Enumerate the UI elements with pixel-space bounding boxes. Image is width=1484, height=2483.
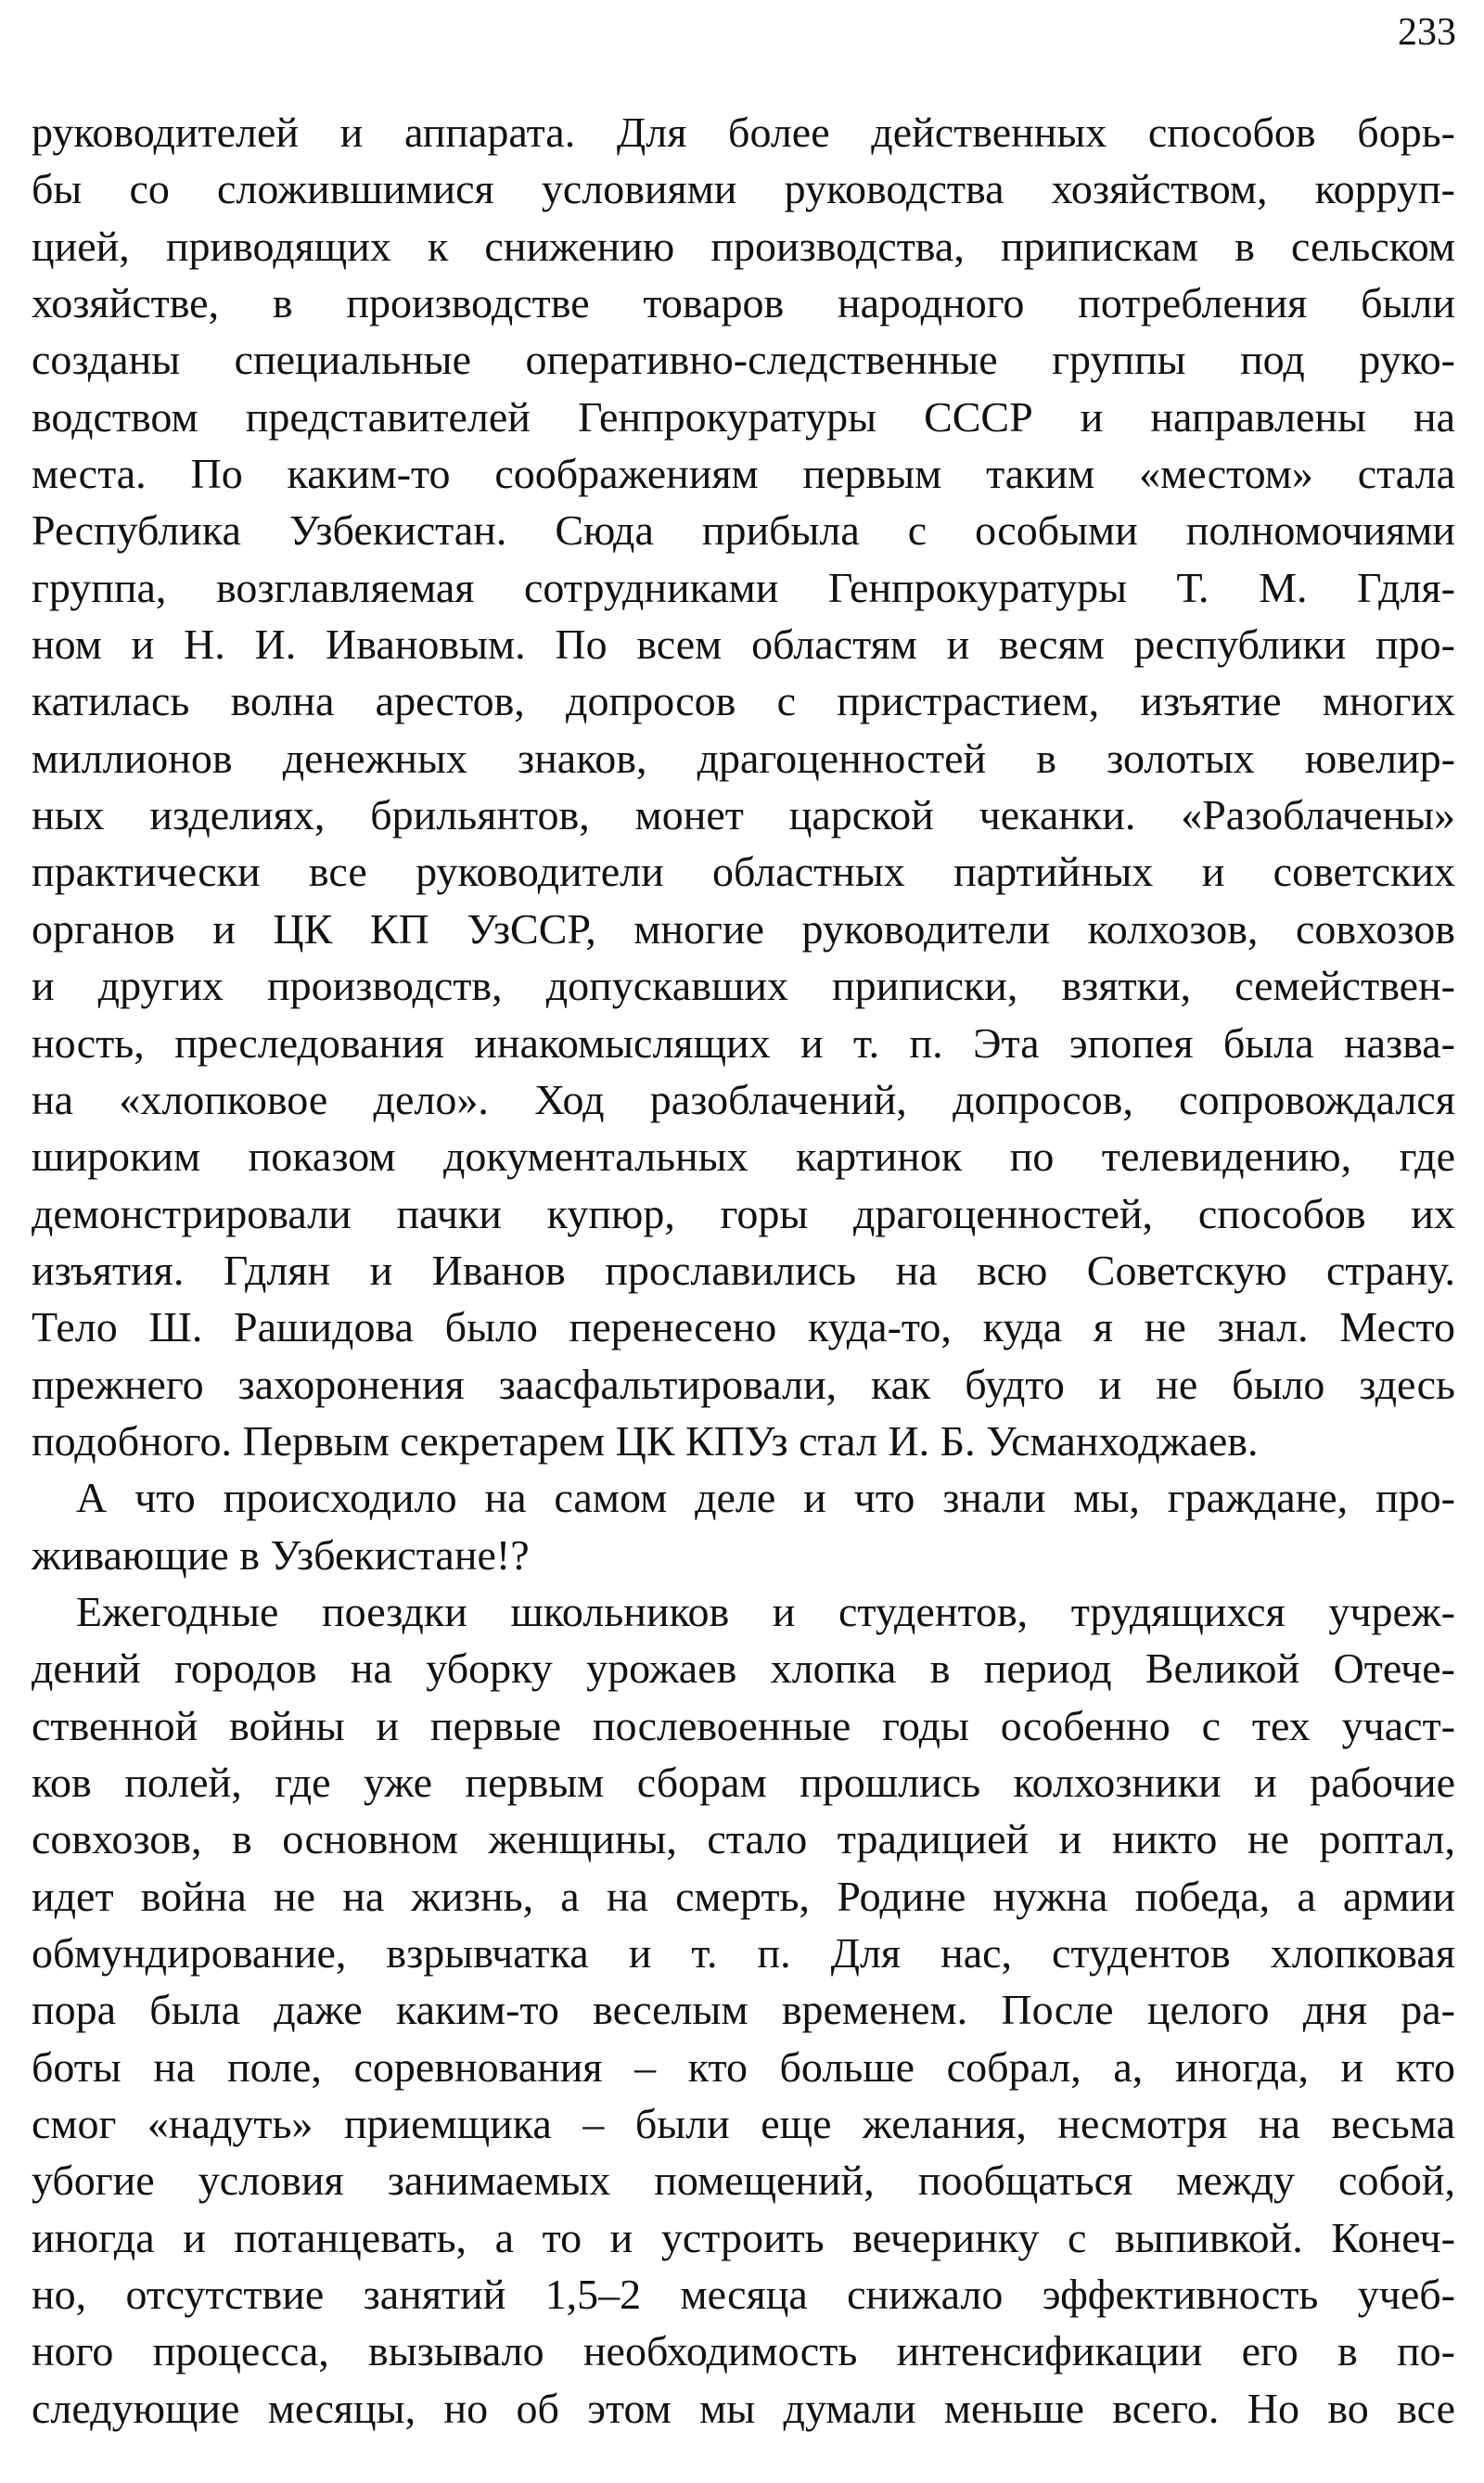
text-line: группа, возглавляемая сотрудниками Генпрокуратуры Т. М. Гдля- (32, 563, 1455, 611)
text-line: бы со сложившимися условиями руководства хозяйством, корруп- (32, 165, 1455, 213)
text-line: совхозов, в основном женщины, стало традицией и никто не роптал, (32, 1815, 1455, 1863)
text-line: живающие в Узбекистане!? (32, 1530, 530, 1579)
text-line: Ежегодные поездки школьников и студентов, трудящихся учреж- (76, 1587, 1455, 1635)
text-line: следующие месяцы, но об этом мы думали меньше всего. Но во все (32, 2384, 1455, 2432)
text-line: обмундирование, взрывчатка и т. п. Для нас, студентов хлопковая (32, 1929, 1455, 1977)
text-line: миллионов денежных знаков, драгоценностей в золотых ювелир- (32, 734, 1455, 782)
text-line: органов и ЦК КП УзССР, многие руководители колхозов, совхозов (32, 904, 1455, 953)
text-line: ков полей, где уже первым сборам прошлись колхозники и рабочие (32, 1758, 1455, 1806)
text-line: идет война не на жизнь, а на смерть, Родине нужна победа, а армии (32, 1872, 1455, 1920)
text-line: убогие условия занимаемых помещений, пообщаться между собой, (32, 2157, 1455, 2205)
text-line: прежнего захоронения заасфальтировали, как будто и не было здесь (32, 1360, 1455, 1408)
text-line: подобного. Первым секретарем ЦК КПУз стал И. Б. Усманходжаев. (32, 1416, 1259, 1465)
text-line: катилась волна арестов, допросов с пристрастием, изъятие многих (32, 677, 1455, 725)
text-line: пора была даже каким-то веселым временем. После целого дня ра- (32, 1986, 1455, 2034)
text-line: иногда и потанцевать, а то и устроить вечеринку с выпивкой. Конеч- (32, 2213, 1455, 2261)
text-line: Тело Ш. Рашидова было перенесено куда-то, куда я не знал. Место (32, 1303, 1455, 1351)
text-line: цией, приводящих к снижению производства, припискам в сельском (32, 222, 1455, 270)
text-line: хозяйстве, в производстве товаров народного потребления были (32, 279, 1455, 327)
text-line: водством представителей Генпрокуратуры СССР и направлены на (32, 392, 1455, 441)
text-line: А что происходило на самом деле и что знали мы, граждане, про- (76, 1474, 1455, 1522)
text-line: смог «надуть» приемщика – были еще желания, несмотря на весьма (32, 2100, 1455, 2148)
text-line: дений городов на уборку урожаев хлопка в период Великой Отече- (32, 1645, 1455, 1693)
text-line: руководителей и аппарата. Для более действенных способов борь- (32, 109, 1455, 156)
text-line: ного процесса, вызывало необходимость интенсификации его в по- (32, 2327, 1455, 2375)
text-line: но, отсутствие занятий 1,5–2 месяца снижало эффективность учеб- (32, 2271, 1455, 2319)
text-line: на «хлопковое дело». Ход разоблачений, допросов, сопровождался (32, 1075, 1455, 1123)
text-line: изъятия. Гдлян и Иванов прославились на всю Советскую страну. (32, 1246, 1455, 1294)
text-line: места. По каким-то соображениям первым таким «местом» стала (32, 450, 1455, 498)
text-line: демонстрировали пачки купюр, горы драгоценностей, способов их (32, 1189, 1455, 1237)
text-line: широким показом документальных картинок по телевидению, где (32, 1133, 1455, 1181)
text-line: созданы специальные оперативно-следственные группы под руко- (32, 336, 1455, 384)
text-line: Республика Узбекистан. Сюда прибыла с особыми полномочиями (32, 506, 1455, 555)
text-line: ном и Н. И. Ивановым. По всем областям и весям республики про- (32, 621, 1455, 669)
text-line: ность, преследования инакомыслящих и т. п. Эта эпопея была назва- (32, 1018, 1455, 1067)
text-line: практически все руководители областных партийных и советских (32, 848, 1455, 896)
page-number: 233 (1398, 11, 1456, 54)
text-line: ственной войны и первые послевоенные годы особенно с тех участ- (32, 1701, 1455, 1749)
page-text (32, 104, 1455, 2437)
text-line: и других производств, допускавших приписки, взятки, семействен- (32, 962, 1455, 1010)
text-line: ных изделиях, брильянтов, монет царской чеканки. «Разоблачены» (32, 791, 1455, 839)
text-line: боты на поле, соревнования – кто больше собрал, а, иногда, и кто (32, 2042, 1455, 2091)
